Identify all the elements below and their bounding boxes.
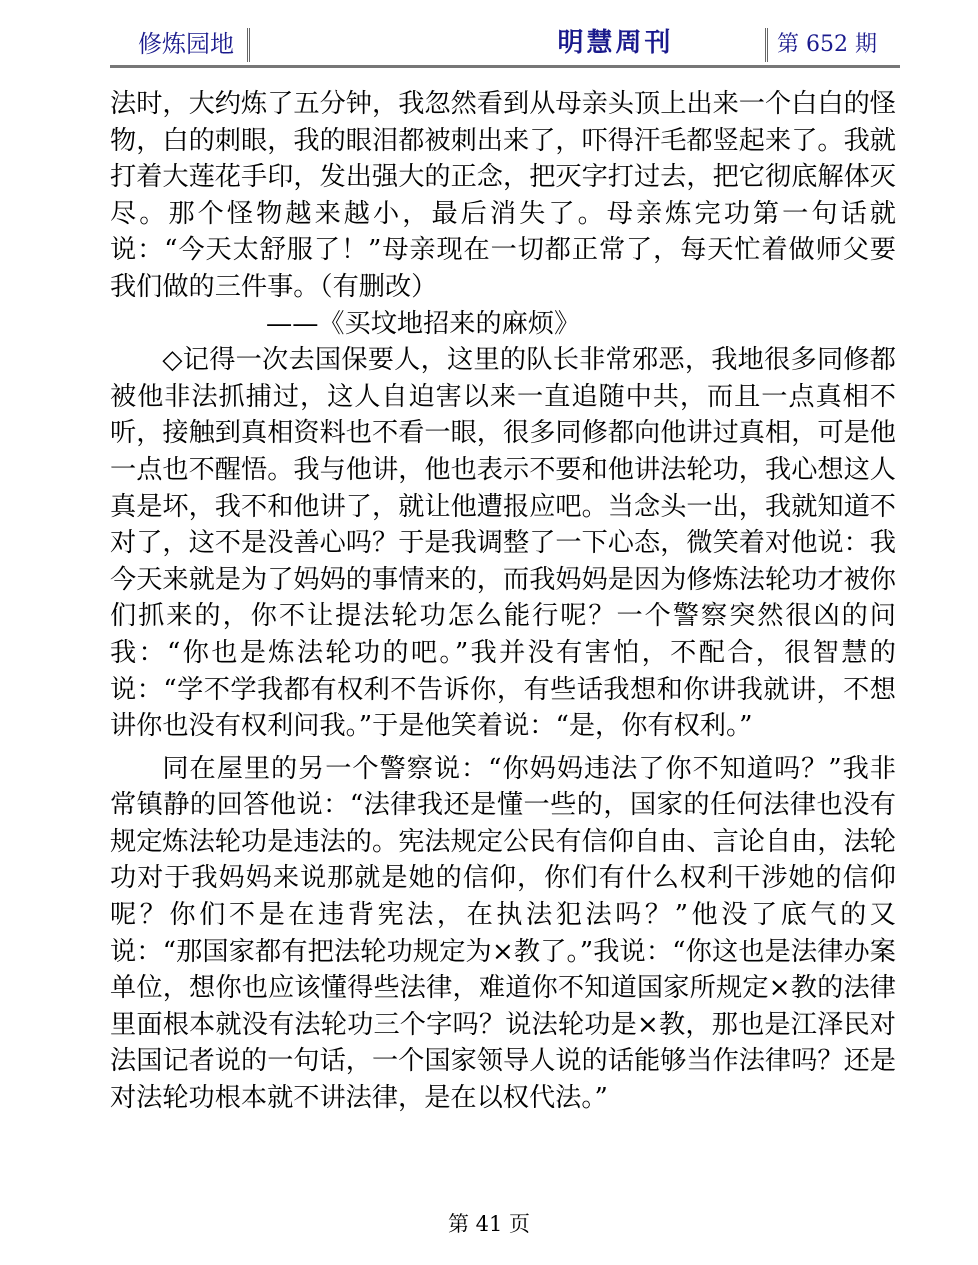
issue-number: 第 652 期 xyxy=(765,28,900,62)
section-title: 修炼园地 xyxy=(110,28,250,62)
paragraph-dialogue: 同在屋里的另一个警察说：“你妈妈违法了你不知道吗？”我非常镇静的回答他说：“法律我还是懂一些的，国家的任何法律也没有规定炼法轮功是违法的。宪法规定公民有信仰自由、言论自由，法轮功对于我妈妈来说那就是她的信仰，你们有什么权利干涉她的信仰呢？你们不是在违背宪法，在执法犯法吗？”他没了底气的又说：“那国家都有把法轮功规定为×教了。”我说：“你这也是法律办案单位，想你也应该懂得些法律，难道你不知道国家所规定×教的法律里面根本就没有法轮功三个字吗？说法轮功是×教，那也是江泽民对法国记者说的一句话，一个国家领导人说的话能够当作法律吗？还是对法轮功根本就不讲法律，是在以权代法。” xyxy=(110,753,896,1114)
paragraph-continuation: 法时，大约炼了五分钟，我忽然看到从母亲头顶上出来一个白白的怪物，白的刺眼，我的眼泪都被刺出来了，吓得汗毛都竖起来了。我就打着大莲花手印，发出强大的正念，把灭字打过去，把它彻底解体灭尽。那个怪物越来越小，最后消失了。母亲炼完功第一句话就说：“今天太舒服了！”母亲现在一切都正常了，每天忙着做师父要我们做的三件事。（有删改） xyxy=(110,89,896,302)
page-number: 第 41 页 xyxy=(447,1212,531,1236)
paragraph-story: ◇记得一次去国保要人，这里的队长非常邪恶，我地很多同修都被他非法抓捕过，这人自迫害以来一直追随中共，而且一点真相不听，接触到真相资料也不看一眼，很多同修都向他讲过真相，可是他一点也不醒悟。我与他讲，他也表示不要和他讲法轮功，我心想这人真是坏，我不和他讲了，就让他遭报应吧。当念头一出，我就知道不对了，这不是没善心吗？于是我调整了一下心态，微笑着对他说：我今天来就是为了妈妈的事情来的，而我妈妈是因为修炼法轮功才被你们抓来的，你不让提法轮功怎么能行呢？一个警察突然很凶的问我：“你也是炼法轮功的吧。”我并没有害怕，不配合，很智慧的说：“学不学我都有权利不告诉你，有些话我想和你讲我就讲，不想讲你也没有权利问我。”于是他笑着说：“是，你有权利。” xyxy=(110,345,896,742)
header-divider xyxy=(110,65,900,68)
page-header xyxy=(110,28,900,68)
article-body xyxy=(110,86,896,1117)
publication-title: 明慧周刊 xyxy=(557,28,674,58)
article-attribution: ——《买坟地招来的麻烦》 xyxy=(266,308,581,339)
